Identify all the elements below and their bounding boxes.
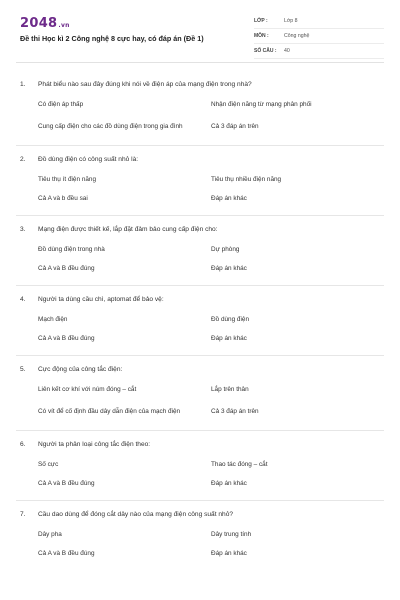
question-number: 5. xyxy=(20,366,26,373)
question-item xyxy=(16,80,384,146)
answer-option[interactable]: Đáp án khác xyxy=(211,335,247,342)
question-text: Phát biểu nào sau đây đúng khi nói về điện áp của mạng điện trong nhà? xyxy=(38,81,252,88)
question-item xyxy=(16,155,384,216)
answer-option[interactable]: Cả 3 đáp án trên xyxy=(211,122,259,130)
answer-options xyxy=(38,525,384,563)
answer-option[interactable]: Cả A và B đều đúng xyxy=(38,335,95,342)
answer-option[interactable]: Thao tác đóng – cắt xyxy=(211,461,268,468)
answer-option[interactable]: Cả A và B đều đúng xyxy=(38,265,95,272)
answer-options xyxy=(38,455,384,493)
page-title: Đề thi Học kì 2 Công nghệ 8 cực hay, có đáp án (Đề 1) xyxy=(20,34,204,43)
question-number: 1. xyxy=(20,81,26,88)
answer-options xyxy=(38,95,384,138)
question-text: Cầu dao dùng để đóng cắt dây nào của mạng điện công suất nhỏ? xyxy=(38,511,234,518)
info-value: Công nghệ xyxy=(284,33,310,39)
answer-option[interactable]: Đáp án khác xyxy=(211,480,247,487)
answer-options xyxy=(38,170,384,208)
info-row-class xyxy=(254,14,384,29)
answer-option[interactable]: Đáp án khác xyxy=(211,195,247,202)
question-number: 2. xyxy=(20,156,26,163)
answer-option[interactable]: Dự phòng xyxy=(211,246,240,253)
answer-option[interactable]: Tiêu thụ nhiều điện năng xyxy=(211,176,282,183)
answer-option[interactable]: Dây trung tính xyxy=(211,531,252,538)
question-item xyxy=(16,440,384,501)
question-text: Người ta dùng cầu chì, aptomat để bảo vệ: xyxy=(38,296,164,303)
answer-option[interactable]: Có điện áp thấp xyxy=(38,101,84,108)
info-value: Lớp 8 xyxy=(284,18,298,24)
info-row-question-count xyxy=(254,44,384,59)
answer-option[interactable]: Đáp án khác xyxy=(211,550,247,557)
question-text: Người ta phân loại công tắc điện theo: xyxy=(38,441,151,448)
exam-info xyxy=(254,14,384,59)
info-value: 40 xyxy=(284,48,290,54)
document-page xyxy=(16,10,384,557)
answer-option[interactable]: Đồ dùng điện trong nhà xyxy=(38,246,105,253)
answer-option[interactable]: Cả 3 đáp án trên xyxy=(211,407,259,415)
question-item xyxy=(16,225,384,286)
answer-option[interactable]: Cả A và b đều sai xyxy=(38,195,88,202)
answer-option[interactable]: Số cực xyxy=(38,461,59,468)
info-label: LỚP : xyxy=(254,18,268,24)
answer-option[interactable]: Mạch điện xyxy=(38,316,68,323)
answer-option[interactable]: Tiêu thụ ít điện năng xyxy=(38,176,97,183)
answer-option[interactable]: Nhận điện năng từ mạng phân phối xyxy=(211,101,312,108)
document-header xyxy=(16,10,384,63)
answer-option[interactable]: Liên kết cơ khí với núm đóng – cắt xyxy=(38,386,137,393)
question-text: Đồ dùng điện có công suất nhỏ là: xyxy=(38,156,139,163)
site-logo[interactable]: 2048.vn xyxy=(20,16,70,31)
answer-option[interactable]: Cả A và B đều đúng xyxy=(38,480,95,487)
question-item xyxy=(16,510,384,570)
answer-option[interactable]: Lắp trên thân xyxy=(211,386,249,393)
question-number: 3. xyxy=(20,226,26,233)
answer-option[interactable]: Cung cấp điện cho các đồ dùng điện trong gia đình xyxy=(38,122,183,130)
info-label: MÔN : xyxy=(254,33,269,39)
question-text: Mạng điện được thiết kế, lắp đặt đảm bảo cung cấp điện cho: xyxy=(38,226,218,233)
question-item xyxy=(16,365,384,431)
answer-option[interactable]: Đáp án khác xyxy=(211,265,247,272)
answer-option[interactable]: Có vít để cố định đầu dây dẫn điện của mạch điện xyxy=(38,407,181,415)
answer-options xyxy=(38,240,384,278)
answer-option[interactable]: Cả A và B đều đúng xyxy=(38,550,95,557)
answer-options xyxy=(38,380,384,423)
info-label: SỐ CÂU : xyxy=(254,48,277,54)
question-number: 7. xyxy=(20,511,26,518)
info-row-subject xyxy=(254,29,384,44)
question-number: 6. xyxy=(20,441,26,448)
question-number: 4. xyxy=(20,296,26,303)
answer-option[interactable]: Đồ dùng điện xyxy=(211,316,250,323)
answer-option[interactable]: Dây pha xyxy=(38,531,62,538)
question-item xyxy=(16,295,384,356)
question-list xyxy=(16,80,384,579)
answer-options xyxy=(38,310,384,348)
question-text: Cực động của công tắc điện: xyxy=(38,366,123,373)
